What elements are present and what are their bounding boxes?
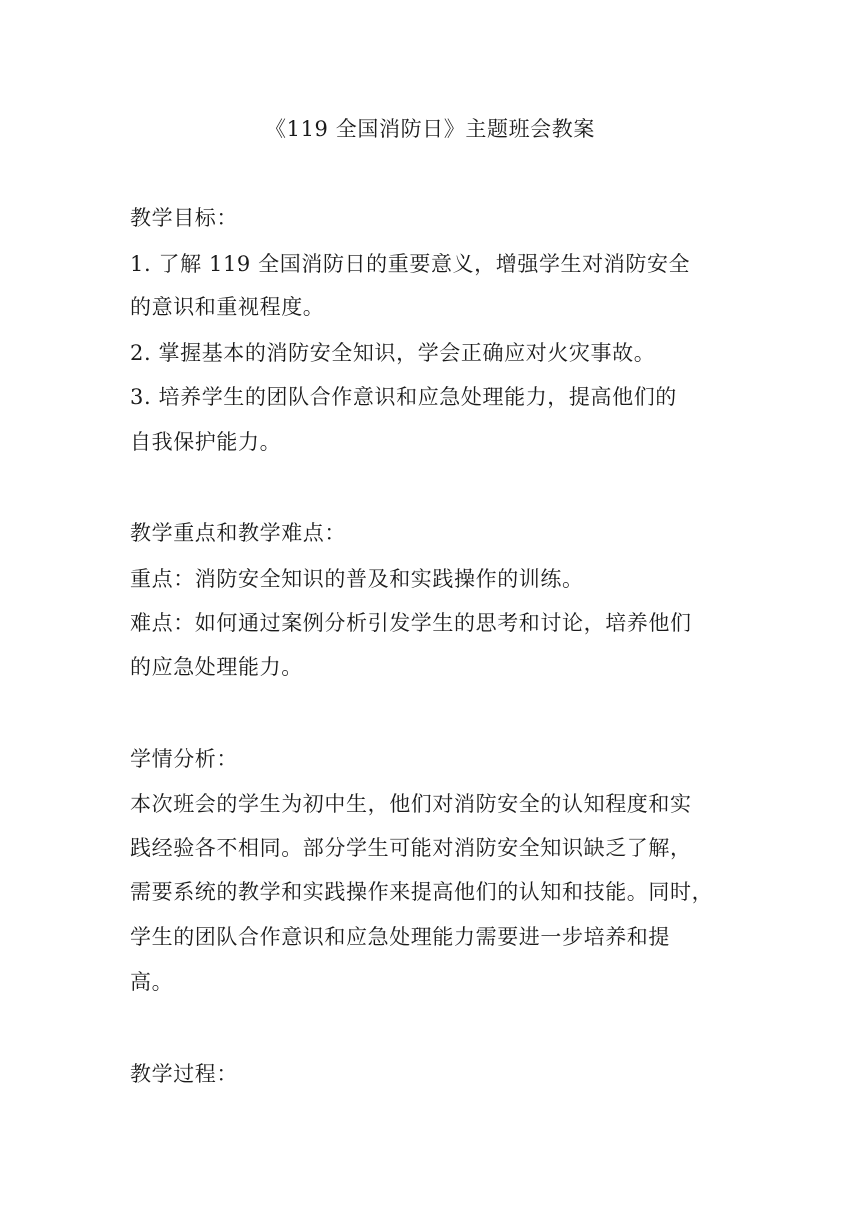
- objectives-line: 自我保护能力。: [130, 430, 282, 454]
- process-heading: 教学过程：: [130, 1062, 238, 1086]
- analysis-line: 高。: [130, 970, 174, 994]
- analysis-heading: 学情分析：: [130, 747, 238, 771]
- key-points-line: 重点：消防安全知识的普及和实践操作的训练。: [130, 567, 584, 591]
- objectives-line: 2. 掌握基本的消防安全知识，学会正确应对火灾事故。: [130, 341, 656, 365]
- key-points-line: 的应急处理能力。: [130, 655, 303, 679]
- key-points-heading: 教学重点和教学难点：: [130, 521, 346, 545]
- analysis-line: 本次班会的学生为初中生，他们对消防安全的认知程度和实: [130, 792, 692, 816]
- document-title: 《119 全国消防日》主题班会教案: [265, 117, 595, 141]
- key-points-line: 难点：如何通过案例分析引发学生的思考和讨论，培养他们: [130, 611, 692, 635]
- objectives-line: 1. 了解 119 全国消防日的重要意义，增强学生对消防安全: [130, 252, 691, 276]
- analysis-line: 需要系统的教学和实践操作来提高他们的认知和技能。同时，: [130, 880, 714, 904]
- analysis-line: 践经验各不相同。部分学生可能对消防安全知识缺乏了解，: [130, 836, 692, 860]
- objectives-line: 的意识和重视程度。: [130, 295, 325, 319]
- objectives-heading: 教学目标：: [130, 206, 238, 230]
- analysis-line: 学生的团队合作意识和应急处理能力需要进一步培养和提: [130, 925, 670, 949]
- objectives-line: 3. 培养学生的团队合作意识和应急处理能力，提高他们的: [130, 385, 677, 409]
